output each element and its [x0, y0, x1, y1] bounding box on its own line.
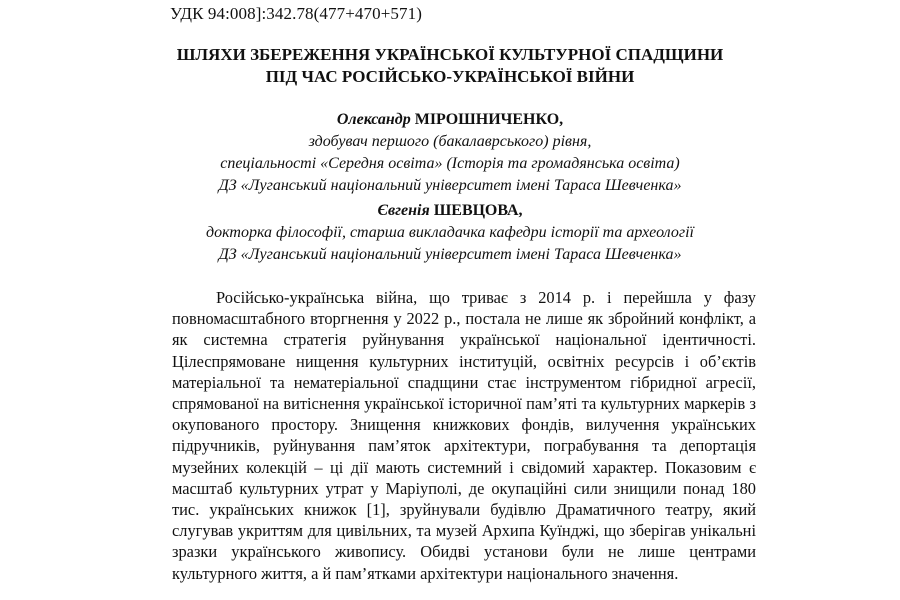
article-title — [0, 44, 900, 88]
author-affiliation-line: докторка філософії, старша викладачка кафедри історії та археології — [206, 224, 694, 241]
author-first-name: Олександр — [336, 111, 411, 128]
author-name-2 — [0, 200, 900, 222]
udk-code: УДК 94:008]:342.78(477+470+571) — [170, 4, 422, 23]
title-line-2: ПІД ЧАС РОСІЙСЬКО-УКРАЇНСЬКОЇ ВІЙНИ — [265, 67, 635, 86]
author-affiliation-line: спеціальності «Середня освіта» (Історія та громадянська освіта) — [220, 155, 680, 172]
author-affiliation-line: здобувач першого (бакалаврського) рівня, — [308, 133, 592, 150]
author-affiliation-line: ДЗ «Луганський національний університет імені Тараса Шевченка» — [218, 177, 682, 194]
title-line-1: ШЛЯХИ ЗБЕРЕЖЕННЯ УКРАЇНСЬКОЇ КУЛЬТУРНОЇ СПАДЩИНИ — [176, 45, 724, 64]
author-surname: МІРОШНИЧЕНКО, — [414, 111, 564, 128]
body-paragraph: Російсько-українська війна, що триває з 2014 р. і перейшла у фазу повномасштабного вторгнення у 2022 р., постала не лише як збройний конфлікт, а як системна стратегія руйнування української національної ідентичності. Цілеспрямоване нищення культурних інституцій, освітніх ресурсів і об’єктів матеріальної та нематеріальної спадщини стає інструментом гібридної агресії, спрямованої на витіснення української історичної пам’яті та культурних маркерів з окупованого простору. Знищення книжкових фондів, вилучення українських підручників, руйнування пам’яток архітектури, пограбування та депортація музейних колекцій – ці дії мають системний і свідомий характер. Показовим є масштаб культурних утрат у Маріуполі, де окупаційні сили знищили понад 180 тис. українських книжок [1], зруйнували будівлю Драматичного театру, який слугував укриттям для цивільних, та музей Архипа Куїнджі, що зберігав унікальні зразки українського живопису. Обидві установи були не лише центрами культурного життя, а й пам’ятками архітектури національного значення. — [172, 288, 756, 583]
author-surname: ШЕВЦОВА, — [433, 202, 523, 219]
author-first-name: Євгенія — [377, 202, 430, 219]
author-affiliation-line: ДЗ «Луганський національний університет імені Тараса Шевченка» — [218, 246, 682, 263]
author-name-1 — [0, 109, 900, 131]
author-block-1 — [0, 109, 900, 197]
author-block-2 — [0, 200, 900, 266]
